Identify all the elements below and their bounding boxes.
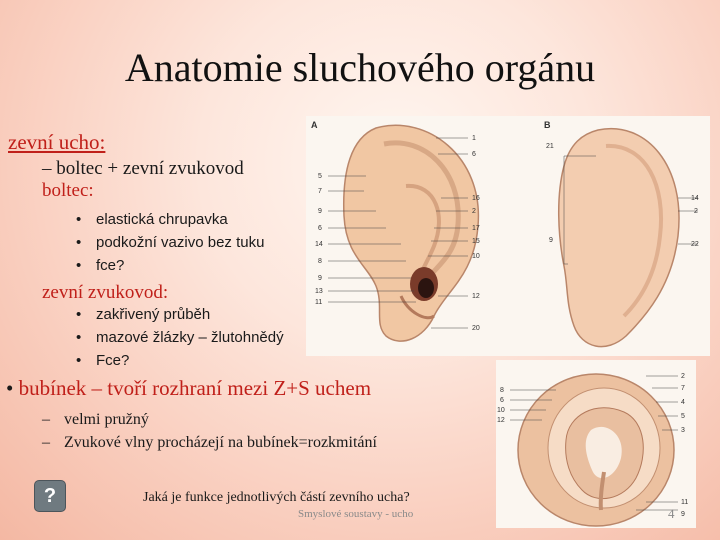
ear-figure-c: [496, 360, 696, 528]
bullet-icon: •: [76, 329, 82, 346]
figure-c-label: 5: [681, 413, 685, 420]
figure-a-label: 1: [472, 135, 476, 142]
figure-a-label: 2: [472, 208, 476, 215]
figure-a-label: 17: [472, 225, 480, 232]
ear-c-drawing: [518, 374, 674, 526]
list-item: Zvukové vlny procházejí na bubínek=rozkmitání: [64, 434, 377, 451]
bullet-icon: •: [6, 376, 19, 400]
figure-c-label: 10: [497, 407, 505, 414]
bullet-icon: •: [76, 257, 82, 274]
figure-a-label: 8: [318, 258, 322, 265]
bullet-icon: •: [76, 234, 82, 251]
figure-b-label: 14: [691, 195, 699, 202]
figure-c-label: 8: [500, 387, 504, 394]
list-item: podkožní vazivo bez tuku: [96, 234, 265, 251]
list-item: mazové žlázky – žlutohnědý: [96, 329, 284, 346]
figure-a-label: 13: [315, 288, 323, 295]
figure-c-label: 11: [681, 499, 689, 506]
figure-a-label: 20: [472, 325, 480, 332]
question-text: Jaká je funkce jednotlivých částí zevního ucha?: [143, 490, 410, 505]
figure-a-label: 14: [315, 241, 323, 248]
figure-c-label: 7: [681, 385, 685, 392]
dash-icon: –: [42, 411, 50, 428]
dash-icon: –: [42, 434, 50, 451]
figure-c-label: 9: [681, 511, 685, 518]
zvukovod-label: zevní zvukovod:: [42, 282, 169, 303]
figure-a-left-labels: [315, 173, 323, 306]
figure-c-label: 3: [681, 427, 685, 434]
list-item: velmi pružný: [64, 411, 149, 428]
page-number: 4: [668, 506, 675, 521]
bubinek-line: [6, 376, 371, 401]
figure-a-label: 15: [472, 238, 480, 245]
figure-a-label: 6: [318, 225, 322, 232]
list-item: Fce?: [96, 352, 130, 369]
figure-c-label: 12: [497, 417, 505, 424]
bubinek-text: – tvoří rozhraní mezi Z+S uchem: [86, 376, 372, 400]
figure-a-label: 9: [318, 208, 322, 215]
figure-c-label: 2: [681, 373, 685, 380]
bubinek-term: bubínek: [18, 376, 87, 400]
figure-b-label: 21: [546, 143, 554, 150]
figure-a-label: 5: [318, 173, 322, 180]
figure-b-label: 9: [549, 237, 553, 244]
figure-b-label: 2: [694, 208, 698, 215]
list-item: elastická chrupavka: [96, 211, 228, 228]
list-item: fce?: [96, 257, 125, 274]
section-heading: zevní ucho:: [8, 130, 106, 154]
ear-figure-ab: [306, 116, 710, 356]
slide-title: Anatomie sluchového orgánu: [124, 45, 596, 90]
list-item: zakřivený průběh: [96, 306, 211, 323]
figure-a-label: 6: [472, 151, 476, 158]
help-icon[interactable]: ?: [34, 480, 66, 512]
figure-a-label: 11: [315, 299, 323, 306]
figure-a-label: 9: [318, 275, 322, 282]
sub-point: – boltec + zevní zvukovod: [42, 158, 244, 179]
boltec-label: boltec:: [42, 180, 94, 201]
ear-a-drawing: [344, 125, 479, 341]
figure-a-label: 10: [472, 253, 480, 260]
bullet-icon: •: [76, 211, 82, 228]
figure-a-label: 7: [318, 188, 322, 195]
figure-a-label: 16: [472, 195, 480, 202]
figure-c-label: 6: [500, 397, 504, 404]
bullet-icon: •: [76, 352, 82, 369]
figure-b-label: 22: [691, 241, 699, 248]
figure-c-label: 4: [681, 399, 685, 406]
ear-b-drawing: [559, 129, 679, 347]
bullet-icon: •: [76, 306, 82, 323]
figure-b-panel-label: B: [544, 120, 551, 130]
figure-a-label: 12: [472, 293, 480, 300]
footer-text: Smyslové soustavy - ucho: [298, 508, 414, 520]
figure-a-panel-label: A: [311, 120, 318, 130]
